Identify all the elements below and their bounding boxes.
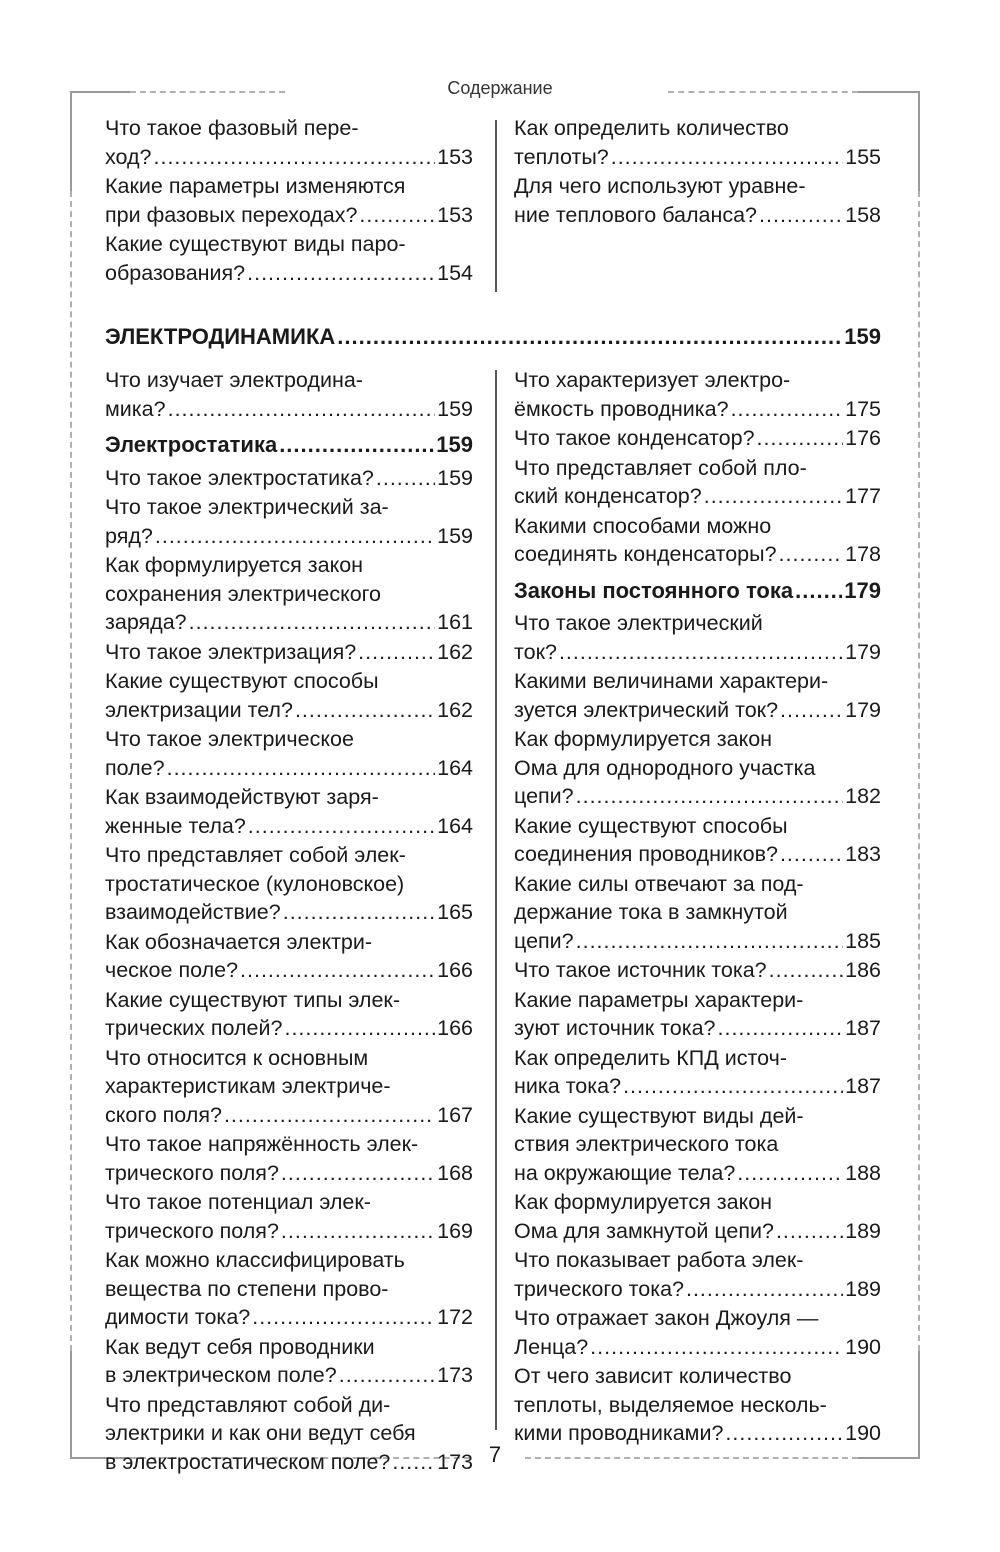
toc-entry-text-line: Как формулируется закон bbox=[514, 727, 773, 751]
toc-entry[interactable] bbox=[105, 551, 473, 637]
frame-bottom-right-dashed bbox=[525, 1457, 858, 1459]
leader-dots bbox=[780, 840, 843, 869]
toc-page-number: 164 bbox=[437, 755, 473, 780]
toc-entry-text-last: цепи? bbox=[514, 928, 574, 953]
right-column bbox=[514, 366, 881, 1449]
toc-entry-text-line: Как можно классифицировать bbox=[105, 1248, 405, 1272]
toc-entry[interactable] bbox=[514, 172, 881, 229]
section-title: ЭЛЕКТРОДИНАМИКА bbox=[105, 324, 336, 349]
toc-entry-text-line: Что относится к основным bbox=[105, 1045, 369, 1070]
leader-dots bbox=[779, 540, 844, 569]
toc-entry-text-line: От чего зависит количество bbox=[514, 1364, 792, 1388]
page-number: 7 bbox=[488, 1442, 502, 1467]
toc-page-number: 177 bbox=[845, 484, 881, 508]
toc-entry-text-line: Что представляют собой ди- bbox=[105, 1392, 391, 1417]
leader-dots bbox=[731, 395, 844, 424]
toc-entry-text-line: Какие параметры изменяются bbox=[105, 174, 406, 198]
toc-entry-text-last: ряд? bbox=[105, 523, 153, 548]
leader-dots bbox=[559, 638, 843, 667]
leader-dots bbox=[576, 782, 843, 811]
toc-entry-text-last: ский конденсатор? bbox=[514, 484, 702, 508]
toc-entry[interactable] bbox=[514, 1188, 881, 1245]
leader-dots bbox=[247, 259, 435, 288]
toc-entry-text-line: Какие существуют виды дей- bbox=[514, 1103, 804, 1128]
frame-right-solid-top bbox=[918, 91, 920, 191]
toc-entry-text-line: Что показывает работа элек- bbox=[514, 1248, 804, 1272]
toc-entry-text-last: женные тела? bbox=[105, 813, 246, 838]
subsection-heading[interactable] bbox=[105, 431, 473, 460]
toc-page-number: 167 bbox=[437, 1102, 473, 1127]
toc-entry[interactable] bbox=[105, 841, 473, 927]
toc-entry[interactable] bbox=[105, 230, 473, 287]
frame-left-solid-bottom bbox=[70, 1351, 72, 1458]
toc-entry[interactable] bbox=[105, 928, 473, 985]
toc-entry-text-last: зуют источник тока? bbox=[514, 1016, 716, 1040]
toc-entry[interactable] bbox=[105, 725, 473, 782]
toc-entry[interactable] bbox=[105, 1246, 473, 1332]
toc-entry-text-last: ёмкость проводника? bbox=[514, 396, 729, 421]
toc-page-number: 187 bbox=[845, 1074, 881, 1098]
toc-entry[interactable] bbox=[105, 1044, 473, 1130]
toc-entry-text-last: трического тока? bbox=[514, 1276, 684, 1301]
toc-entry-text-last: ника тока? bbox=[514, 1074, 622, 1098]
toc-entry[interactable] bbox=[105, 1130, 473, 1187]
toc-entry[interactable] bbox=[514, 1246, 881, 1303]
top-column-separator bbox=[495, 120, 497, 292]
leader-dots bbox=[725, 1419, 843, 1448]
toc-entry-text-line: Что представляет собой пло- bbox=[514, 455, 807, 480]
toc-entry-text-line: Что такое электрический за- bbox=[105, 495, 389, 519]
toc-entry[interactable] bbox=[105, 366, 473, 423]
toc-entry-text-line: Что такое фазовый пере- bbox=[105, 116, 359, 140]
frame-left-solid-top bbox=[70, 91, 72, 191]
toc-entry[interactable] bbox=[105, 1333, 473, 1390]
toc-page-number: 189 bbox=[845, 1276, 881, 1301]
toc-entry-text-last: Ленца? bbox=[514, 1334, 589, 1359]
toc-page-number: 173 bbox=[437, 1449, 473, 1474]
toc-entry-text-last: зуется электрический ток? bbox=[514, 697, 779, 722]
toc-entry-text-last: на окружающие тела? bbox=[514, 1160, 736, 1185]
toc-entry[interactable] bbox=[514, 667, 881, 724]
toc-entry[interactable] bbox=[105, 667, 473, 724]
leader-dots bbox=[686, 1275, 843, 1304]
leader-dots bbox=[795, 577, 842, 606]
toc-entry[interactable] bbox=[514, 870, 881, 956]
leader-dots bbox=[284, 1014, 435, 1043]
leader-dots bbox=[704, 482, 843, 511]
toc-page-number: 182 bbox=[845, 784, 881, 808]
toc-page-number: 158 bbox=[845, 202, 881, 227]
toc-entry[interactable] bbox=[514, 512, 881, 569]
toc-page-number: 176 bbox=[845, 426, 881, 450]
toc-entry-text-line: Что такое потенциал элек- bbox=[105, 1190, 371, 1214]
toc-entry-text-last: ние теплового баланса? bbox=[514, 202, 758, 227]
leader-dots bbox=[359, 201, 435, 230]
toc-entry-text-line: Какие существуют типы элек- bbox=[105, 987, 400, 1012]
toc-entry-text-line: ствия электрического тока bbox=[514, 1132, 779, 1156]
section-heading[interactable] bbox=[105, 322, 881, 352]
toc-page-number: 172 bbox=[437, 1305, 473, 1329]
toc-entry-text-last: взаимодействие? bbox=[105, 900, 281, 924]
toc-entry-text-last: электризации тел? bbox=[105, 697, 293, 722]
leader-dots bbox=[769, 956, 843, 985]
top-left-column bbox=[105, 114, 473, 288]
toc-entry-text-last: трического поля? bbox=[105, 1160, 279, 1185]
toc-page-number: 190 bbox=[845, 1421, 881, 1445]
toc-entry-text-last: Ома для замкнутой цепи? bbox=[514, 1218, 774, 1243]
leader-dots bbox=[776, 1217, 843, 1246]
toc-entry-text-line: вещества по степени прово- bbox=[105, 1276, 389, 1301]
toc-entry-text-line: теплоты, выделяемое несколь- bbox=[514, 1392, 827, 1417]
toc-entry[interactable] bbox=[514, 114, 881, 171]
toc-entry[interactable] bbox=[514, 609, 881, 666]
toc-page-number: 187 bbox=[845, 1016, 881, 1040]
toc-entry-text-line: Какие существуют способы bbox=[105, 669, 379, 693]
toc-entry-text-last: в электрическом поле? bbox=[105, 1363, 337, 1387]
toc-entry-text-line: тростатическое (кулоновское) bbox=[105, 871, 405, 896]
leader-dots bbox=[576, 927, 843, 956]
toc-page-number: 159 bbox=[437, 396, 473, 421]
leader-dots bbox=[392, 1448, 435, 1477]
leader-dots bbox=[248, 812, 435, 841]
toc-entry-text-line: Какие существуют способы bbox=[514, 813, 788, 838]
toc-entry-text-last: поле? bbox=[105, 755, 165, 780]
leader-dots bbox=[611, 143, 843, 172]
toc-entry[interactable] bbox=[514, 986, 881, 1043]
toc-page-number: 189 bbox=[845, 1218, 881, 1243]
toc-entry-text-line: Ома для однородного участка bbox=[514, 755, 816, 780]
toc-entry[interactable] bbox=[514, 1102, 881, 1188]
toc-entry[interactable] bbox=[105, 114, 473, 171]
toc-entry[interactable] bbox=[105, 986, 473, 1043]
leader-dots bbox=[718, 1014, 844, 1043]
toc-entry-text-line: Что такое электрический bbox=[514, 611, 763, 635]
toc-page-number: 179 bbox=[844, 577, 881, 603]
toc-entry[interactable] bbox=[105, 783, 473, 840]
toc-entry-text-last: кими проводниками? bbox=[514, 1421, 724, 1445]
toc-entry-text-line: Как определить КПД источ- bbox=[514, 1045, 787, 1070]
toc-page-number: 168 bbox=[437, 1160, 473, 1185]
toc-page-number: 154 bbox=[437, 260, 473, 285]
toc-entry-text-last: ход? bbox=[105, 144, 152, 169]
toc-page-number: 179 bbox=[845, 697, 881, 722]
subsection-heading[interactable] bbox=[514, 577, 881, 606]
toc-page-number: 169 bbox=[437, 1218, 473, 1243]
page-header-title: Содержание bbox=[447, 78, 553, 98]
toc-entry-text-line: Что такое напряжённость элек- bbox=[105, 1132, 419, 1156]
leader-dots bbox=[240, 956, 435, 985]
frame-left-dashed bbox=[70, 191, 72, 1351]
frame-top-right-solid bbox=[858, 91, 920, 93]
toc-entry-text-line: Как ведут себя проводники bbox=[105, 1334, 375, 1359]
leader-dots bbox=[283, 898, 435, 927]
toc-page-number: 165 bbox=[437, 900, 473, 924]
leader-dots bbox=[252, 1303, 435, 1332]
leader-dots bbox=[281, 1159, 435, 1188]
leader-dots bbox=[358, 638, 435, 667]
leader-dots bbox=[337, 322, 842, 352]
toc-entry-text-line: Как взаимодействуют заря- bbox=[105, 785, 379, 809]
toc-entry-text-last: соединения проводников? bbox=[514, 842, 778, 866]
leader-dots bbox=[155, 522, 435, 551]
toc-entry-text-line: Как формулируется закон bbox=[105, 553, 364, 577]
toc-entry-text-line: Как определить количество bbox=[514, 116, 789, 140]
toc-entry[interactable] bbox=[514, 366, 881, 423]
toc-entry-text-last: димости тока? bbox=[105, 1305, 251, 1329]
leader-dots bbox=[757, 424, 844, 453]
toc-entry-text-last: ческое поле? bbox=[105, 958, 239, 982]
toc-entry[interactable] bbox=[105, 464, 473, 493]
toc-entry[interactable] bbox=[514, 454, 881, 511]
toc-page-number: 190 bbox=[845, 1334, 881, 1359]
toc-entry-text-last: Что такое электризация? bbox=[105, 639, 357, 664]
toc-entry-text-last: при фазовых переходах? bbox=[105, 202, 358, 227]
toc-page-number: 164 bbox=[437, 813, 473, 838]
leader-dots bbox=[281, 1217, 435, 1246]
toc-entry-text-line: Какие параметры характери- bbox=[514, 987, 804, 1012]
toc-entry-text-line: Как формулируется закон bbox=[514, 1190, 773, 1214]
toc-entry[interactable] bbox=[105, 493, 473, 550]
toc-page-number: 159 bbox=[437, 523, 473, 548]
toc-page-number: 166 bbox=[437, 958, 473, 982]
leader-dots bbox=[376, 464, 435, 493]
toc-entry-text-last: Что такое источник тока? bbox=[514, 958, 767, 982]
subsection-title: Законы постоянного тока bbox=[514, 577, 794, 603]
toc-entry-text-line: Какие силы отвечают за под- bbox=[514, 871, 804, 896]
toc-entry-text-line: Что характеризует электро- bbox=[514, 368, 791, 392]
toc-entry-text-last: Что такое электростатика? bbox=[105, 465, 374, 490]
main-column-separator bbox=[495, 370, 497, 1430]
toc-entry[interactable] bbox=[514, 424, 881, 453]
toc-page-number: 185 bbox=[845, 928, 881, 953]
left-column bbox=[105, 366, 473, 1477]
leader-dots bbox=[189, 608, 435, 637]
leader-dots bbox=[154, 143, 436, 172]
toc-entry-text-last: мика? bbox=[105, 396, 166, 421]
toc-entry-text-line: Какими способами можно bbox=[514, 513, 772, 538]
toc-entry-text-line: Какие существуют виды паро- bbox=[105, 232, 406, 256]
toc-page-number: 161 bbox=[437, 610, 473, 634]
frame-right-dashed bbox=[918, 191, 920, 1351]
toc-page-number: 166 bbox=[437, 1016, 473, 1040]
toc-entry-text-last: теплоты? bbox=[514, 144, 609, 169]
toc-entry-text-last: трических полей? bbox=[105, 1016, 283, 1040]
toc-entry-text-line: Какими величинами характери- bbox=[514, 669, 829, 693]
leader-dots bbox=[295, 696, 435, 725]
toc-entry-text-line: Что изучает электродина- bbox=[105, 368, 363, 392]
frame-top-right-dashed bbox=[668, 91, 858, 93]
toc-page-number: 188 bbox=[845, 1160, 881, 1185]
frame-bottom-right-solid bbox=[858, 1457, 920, 1459]
toc-entry-text-line: Для чего используют уравне- bbox=[514, 174, 806, 198]
toc-page-number: 153 bbox=[437, 202, 473, 227]
toc-entry[interactable] bbox=[514, 725, 881, 811]
toc-entry[interactable] bbox=[514, 1362, 881, 1448]
leader-dots bbox=[279, 431, 434, 460]
toc-entry-text-last: заряда? bbox=[105, 610, 187, 634]
toc-entry-text-last: трического поля? bbox=[105, 1218, 279, 1243]
leader-dots bbox=[168, 395, 436, 424]
toc-entry-text-line: характеристикам электриче- bbox=[105, 1074, 391, 1098]
toc-entry[interactable] bbox=[105, 638, 473, 667]
toc-entry[interactable] bbox=[514, 956, 881, 985]
toc-entry-text-line: Что такое электрическое bbox=[105, 727, 354, 751]
toc-entry-text-line: электрики и как они ведут себя bbox=[105, 1421, 416, 1445]
toc-entry[interactable] bbox=[105, 172, 473, 229]
toc-entry-text-line: Что представляет собой элек- bbox=[105, 843, 406, 867]
toc-page-number: 162 bbox=[437, 697, 473, 722]
toc-entry-text-last: ток? bbox=[514, 639, 557, 664]
toc-page-number: 155 bbox=[845, 144, 881, 169]
toc-entry-text-last: ского поля? bbox=[105, 1102, 222, 1127]
leader-dots bbox=[780, 696, 843, 725]
leader-dots bbox=[737, 1159, 843, 1188]
toc-page-number: 179 bbox=[845, 639, 881, 664]
leader-dots bbox=[339, 1361, 435, 1390]
toc-page-number: 186 bbox=[845, 958, 881, 982]
top-right-column bbox=[514, 114, 881, 230]
leader-dots bbox=[623, 1072, 843, 1101]
toc-entry-text-last: цепи? bbox=[514, 784, 574, 808]
frame-top-left-solid bbox=[70, 91, 130, 93]
subsection-title: Электростатика bbox=[105, 432, 278, 457]
toc-entry[interactable] bbox=[105, 1391, 473, 1477]
leader-dots bbox=[759, 201, 843, 230]
leader-dots bbox=[167, 754, 436, 783]
toc-page-number: 159 bbox=[436, 432, 473, 457]
toc-page-number: 173 bbox=[437, 1363, 473, 1387]
toc-entry-text-last: соединять конденсаторы? bbox=[514, 542, 777, 566]
toc-entry[interactable] bbox=[514, 1304, 881, 1361]
toc-entry[interactable] bbox=[514, 812, 881, 869]
toc-page-number: 183 bbox=[845, 842, 881, 866]
frame-right-solid-bottom bbox=[918, 1351, 920, 1458]
toc-entry-text-line: держание тока в замкнутой bbox=[514, 900, 788, 924]
toc-entry-text-line: Что отражает закон Джоуля — bbox=[514, 1306, 819, 1330]
toc-page-number: 178 bbox=[845, 542, 881, 566]
toc-page-number: 159 bbox=[437, 465, 473, 490]
toc-entry[interactable] bbox=[514, 1044, 881, 1101]
leader-dots bbox=[590, 1333, 843, 1362]
toc-entry-text-line: Как обозначается электри- bbox=[105, 929, 373, 954]
toc-page-number: 153 bbox=[437, 144, 473, 169]
toc-entry-text-line: сохранения электрического bbox=[105, 581, 382, 606]
toc-entry[interactable] bbox=[105, 1188, 473, 1245]
leader-dots bbox=[224, 1101, 435, 1130]
section-page: 159 bbox=[844, 324, 881, 349]
toc-entry-text-last: в электростатическом поле? bbox=[105, 1449, 391, 1474]
toc-page-number: 175 bbox=[845, 396, 881, 421]
toc-page-number: 162 bbox=[437, 639, 473, 664]
toc-entry-text-last: Что такое конденсатор? bbox=[514, 426, 755, 450]
frame-top-left-dashed bbox=[130, 91, 285, 93]
toc-entry-text-last: образования? bbox=[105, 260, 246, 285]
